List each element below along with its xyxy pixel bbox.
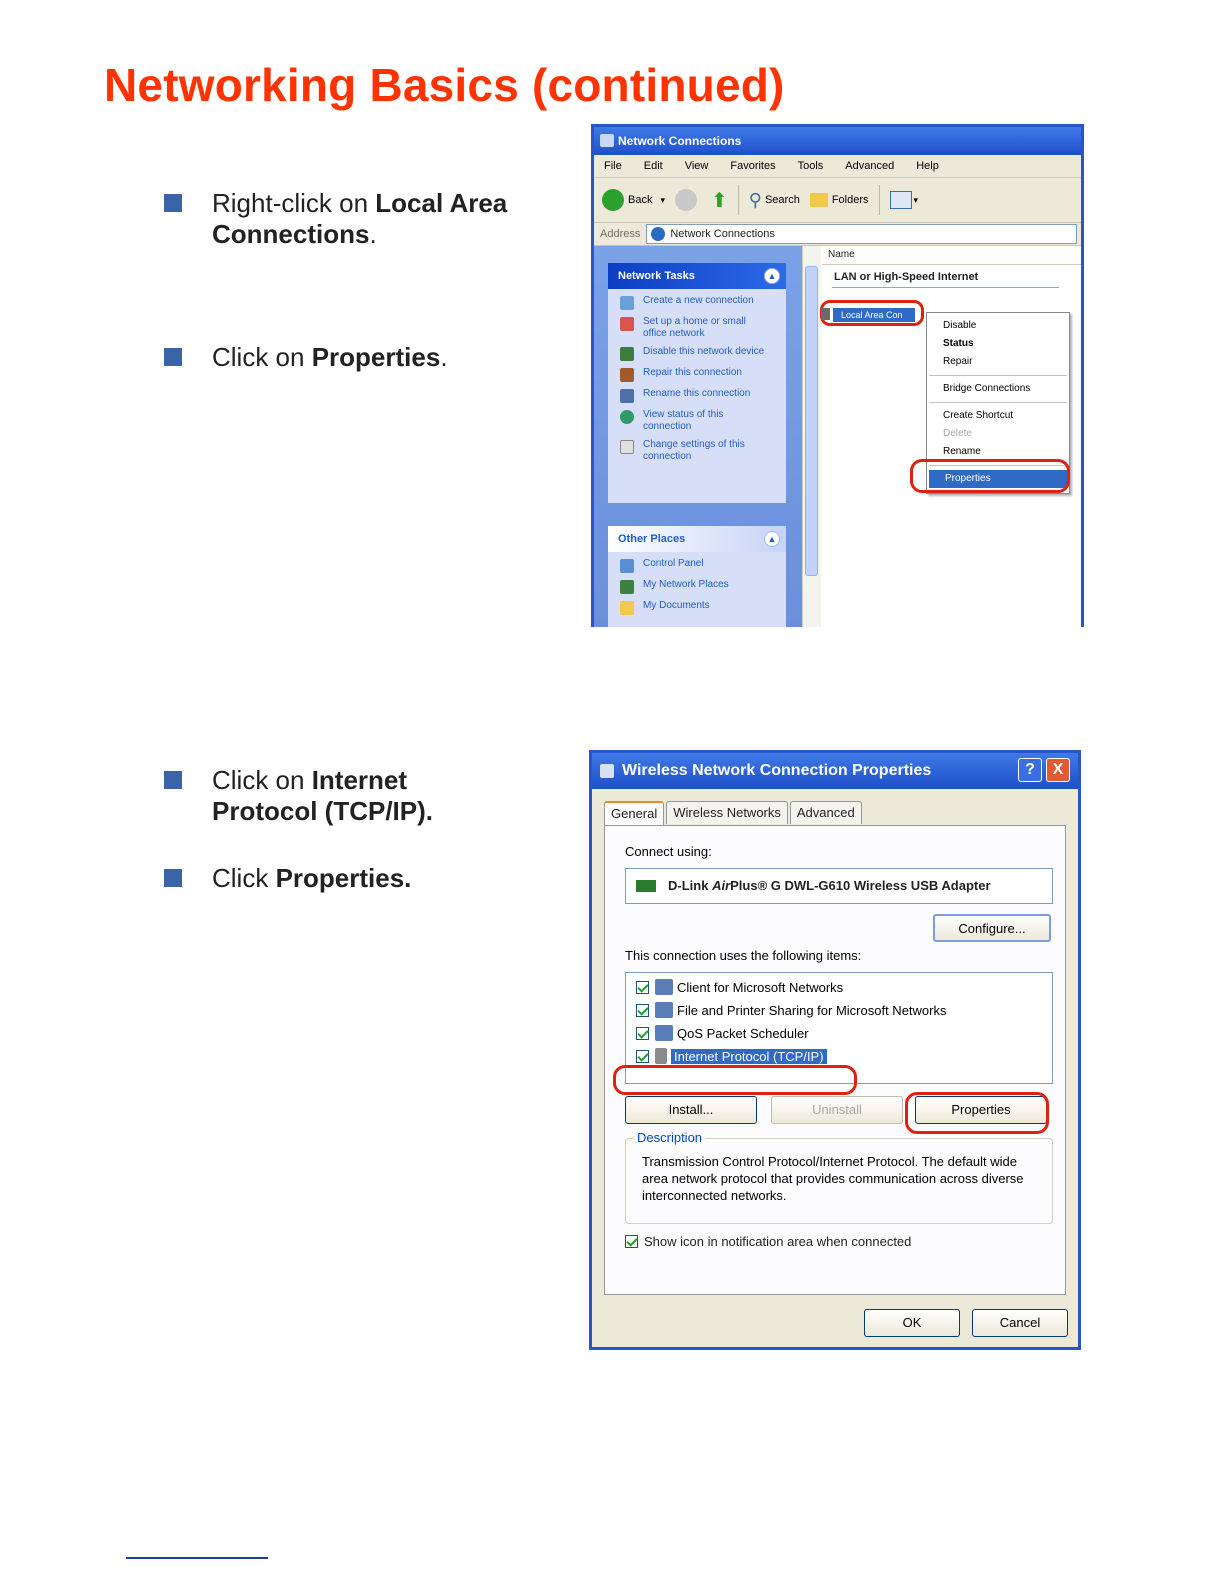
show-icon-option[interactable]: Show icon in notification area when connected xyxy=(625,1234,911,1249)
menu-favorites[interactable]: Favorites xyxy=(730,160,776,172)
other-places-header[interactable]: Other Places ▲ xyxy=(608,526,786,552)
instruction-text: . xyxy=(440,342,448,372)
place-item[interactable]: My Documents xyxy=(620,600,786,615)
list-item-tcpip[interactable]: Internet Protocol (TCP/IP) xyxy=(636,1046,827,1066)
cancel-button[interactable]: Cancel xyxy=(972,1309,1068,1337)
other-places-panel xyxy=(608,526,786,627)
checkbox-checked[interactable] xyxy=(636,1004,649,1017)
wireless-properties-dialog xyxy=(589,750,1081,1350)
components-list xyxy=(625,972,1053,1084)
connections-list xyxy=(820,246,1081,627)
help-button[interactable]: ? xyxy=(1018,758,1042,782)
address-label: Address xyxy=(600,228,641,240)
task-item[interactable]: View status of this connection xyxy=(620,409,786,433)
network-tasks-list xyxy=(608,289,786,475)
qos-scheduler-icon xyxy=(655,1025,673,1041)
instruction-text: Right-click on xyxy=(212,188,376,218)
instruction-text: Click on xyxy=(212,342,312,372)
bullet-square xyxy=(164,194,182,212)
highlight-ring-local-area xyxy=(820,300,924,326)
configure-button[interactable]: Configure... xyxy=(933,914,1051,942)
rename-icon xyxy=(620,389,634,403)
show-icon-checkbox[interactable] xyxy=(625,1235,638,1248)
file-sharing-icon xyxy=(655,1002,673,1018)
collapse-chevron-icon[interactable]: ▲ xyxy=(764,531,780,547)
new-connection-icon xyxy=(620,296,634,310)
network-tasks-header[interactable]: Network Tasks ▲ xyxy=(608,263,786,289)
address-input[interactable]: Network Connections xyxy=(646,224,1077,244)
search-icon: ⚲ xyxy=(748,189,762,210)
instruction-emphasis: Local Area Connections xyxy=(212,188,508,249)
tab-wireless-networks[interactable]: Wireless Networks xyxy=(666,801,788,824)
forward-arrow-icon xyxy=(675,189,697,211)
list-item-client[interactable]: Client for Microsoft Networks xyxy=(636,977,843,997)
lan-connection-icon xyxy=(821,308,830,320)
scrollbar-thumb[interactable] xyxy=(805,266,818,576)
items-label: This connection uses the following items: xyxy=(625,948,862,963)
highlight-ring-properties xyxy=(910,459,1070,493)
page-title: Networking Basics (continued) xyxy=(104,59,785,111)
menu-file[interactable]: File xyxy=(604,160,622,172)
menu-item-bridge[interactable]: Bridge Connections xyxy=(943,383,1031,394)
bullet-square xyxy=(164,771,182,789)
uninstall-button: Uninstall xyxy=(771,1096,903,1124)
collapse-chevron-icon[interactable]: ▲ xyxy=(764,268,780,284)
toolbar-separator xyxy=(879,185,880,215)
description-group xyxy=(625,1130,1053,1224)
task-pane xyxy=(594,246,802,627)
menu-tools[interactable]: Tools xyxy=(797,160,824,172)
menu-item-status[interactable]: Status xyxy=(943,338,974,349)
group-divider xyxy=(832,287,1059,288)
place-item[interactable]: My Network Places xyxy=(620,579,786,594)
checkbox-checked[interactable] xyxy=(636,981,649,994)
group-heading: LAN or High-Speed Internet xyxy=(834,271,979,283)
menu-item-delete: Delete xyxy=(943,428,972,439)
folders-button[interactable]: Folders xyxy=(810,193,869,207)
repair-icon xyxy=(620,368,634,382)
description-text: Transmission Control Protocol/Internet Protocol. The default wide area network protocol that provides communication across diverse interconnected networks. xyxy=(642,1154,1024,1203)
footer-rule xyxy=(126,1557,268,1559)
network-connections-window xyxy=(591,124,1084,627)
views-button[interactable] xyxy=(890,191,919,209)
other-places-list xyxy=(608,552,786,627)
description-legend: Description xyxy=(634,1130,705,1145)
back-button[interactable]: Back ▾ xyxy=(602,189,665,211)
connect-using-label: Connect using: xyxy=(625,844,712,859)
checkbox-checked[interactable] xyxy=(636,1050,649,1063)
window-title: Network Connections xyxy=(618,134,742,148)
dialog-title: Wireless Network Connection Properties xyxy=(622,762,932,779)
instruction-text: Click on xyxy=(212,765,312,795)
highlight-ring-properties-button xyxy=(905,1092,1049,1134)
dropdown-arrow-icon[interactable]: ▾ xyxy=(660,194,665,205)
ok-button[interactable]: OK xyxy=(864,1309,960,1337)
highlight-ring-tcpip xyxy=(613,1065,857,1095)
settings-page-icon xyxy=(620,440,634,454)
menu-item-rename[interactable]: Rename xyxy=(943,446,981,457)
dropdown-arrow-icon: ▾ xyxy=(913,194,919,205)
network-places-icon xyxy=(620,580,634,594)
window-titlebar[interactable] xyxy=(594,127,1081,155)
instruction-emphasis: Properties xyxy=(311,342,441,372)
toolbar xyxy=(594,178,1081,223)
instruction-emphasis: Internet Protocol (TCP/IP). xyxy=(212,765,433,826)
menu-help[interactable]: Help xyxy=(916,160,939,172)
list-item-file-sharing[interactable]: File and Printer Sharing for Microsoft Networks xyxy=(636,1000,946,1020)
explorer-body xyxy=(594,246,1081,627)
back-arrow-icon xyxy=(602,189,624,211)
checkbox-checked[interactable] xyxy=(636,1027,649,1040)
toolbar-separator xyxy=(738,185,739,215)
menu-item-disable[interactable]: Disable xyxy=(943,320,977,331)
menu-item-repair[interactable]: Repair xyxy=(943,356,973,367)
address-bar xyxy=(594,223,1081,246)
general-tab-panel xyxy=(604,825,1066,1295)
task-item[interactable]: Rename this connection xyxy=(620,388,786,403)
status-icon xyxy=(620,410,634,424)
up-button[interactable] xyxy=(711,188,728,213)
instruction-text: . xyxy=(369,219,377,249)
menu-advanced[interactable]: Advanced xyxy=(845,160,895,172)
network-connections-icon xyxy=(651,227,665,241)
adapter-card-icon xyxy=(636,880,656,892)
task-item[interactable]: Repair this connection xyxy=(620,367,786,382)
local-area-connection-item[interactable]: Local Area Con xyxy=(833,308,915,322)
home-network-icon xyxy=(620,317,634,331)
disable-device-icon xyxy=(620,347,634,361)
bullet-square xyxy=(164,348,182,366)
dialog-titlebar[interactable] xyxy=(592,753,1078,789)
tab-strip xyxy=(604,801,864,825)
adapter-field: D-Link AirPlus® G DWL-G610 Wireless USB Adapter xyxy=(625,868,1053,904)
network-connection-icon xyxy=(600,764,614,778)
client-network-icon xyxy=(655,979,673,995)
bullet-square xyxy=(164,869,182,887)
task-item[interactable]: Disable this network device xyxy=(620,346,786,361)
forward-button[interactable] xyxy=(675,189,701,211)
network-tasks-panel xyxy=(608,263,786,503)
views-icon xyxy=(890,191,912,209)
instruction-emphasis: Properties. xyxy=(275,863,412,893)
menu-item-properties[interactable]: Properties xyxy=(929,470,1067,488)
list-item-qos[interactable]: QoS Packet Scheduler xyxy=(636,1023,809,1043)
task-pane-scrollbar[interactable] xyxy=(802,246,821,627)
column-header-name[interactable]: Name xyxy=(822,246,1081,265)
place-item[interactable]: Control Panel xyxy=(620,558,786,573)
menu-separator xyxy=(929,375,1067,376)
instruction-text: Click xyxy=(212,863,276,893)
close-button[interactable]: X xyxy=(1046,758,1070,782)
menu-separator xyxy=(929,402,1067,403)
control-panel-icon xyxy=(620,559,634,573)
my-documents-icon xyxy=(620,601,634,615)
install-button[interactable]: Install... xyxy=(625,1096,757,1124)
menu-item-create-shortcut[interactable]: Create Shortcut xyxy=(943,410,1014,421)
menu-view[interactable]: View xyxy=(684,160,709,172)
up-folder-icon: ⬆ xyxy=(711,189,728,212)
tab-advanced[interactable]: Advanced xyxy=(790,801,862,824)
menu-bar xyxy=(594,155,1081,178)
folders-icon xyxy=(810,193,828,207)
task-item[interactable]: Change settings of this connection xyxy=(620,439,786,463)
properties-button[interactable]: Properties xyxy=(915,1096,1047,1124)
task-item[interactable]: Create a new connection xyxy=(620,295,786,310)
menu-edit[interactable]: Edit xyxy=(643,160,663,172)
task-item[interactable]: Set up a home or small office network xyxy=(620,316,786,340)
protocol-icon xyxy=(655,1048,667,1064)
search-button[interactable]: ⚲ Search xyxy=(748,189,800,210)
tab-general[interactable]: General xyxy=(604,801,664,828)
network-folder-icon xyxy=(600,134,614,147)
